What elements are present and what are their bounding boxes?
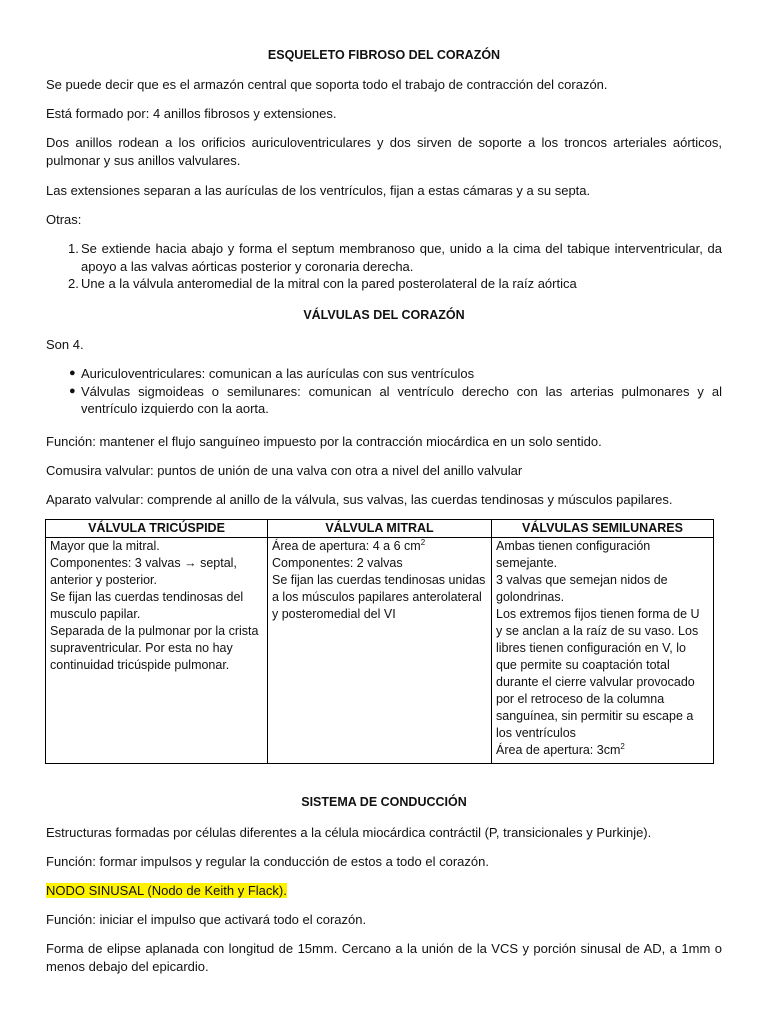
paragraph: Se puede decir que es el armazón central que soporta todo el trabajo de contracción del corazón.	[46, 77, 608, 92]
cell-line: Mayor que la mitral.	[50, 539, 160, 553]
bullet-icon: ●	[69, 384, 76, 397]
highlighted-heading	[46, 882, 722, 900]
paragraph: Comusira valvular: puntos de unión de una valva con otra a nivel del anillo valvular	[46, 463, 523, 478]
list-item-text: Válvulas sigmoideas o semilunares: comunican al ventrículo derecho con las arterias pulmonares y al ventrículo izquierdo con la aorta.	[81, 383, 722, 416]
cell-line	[496, 742, 709, 759]
highlight-text: NODO SINUSAL (Nodo de Keith y Flack).	[46, 883, 287, 898]
table-header-cell: VÁLVULA MITRAL	[268, 520, 492, 538]
list-number: 1.	[68, 241, 79, 256]
table-cell-semilunares	[492, 538, 714, 764]
list-number: 2.	[68, 276, 79, 291]
paragraph: Está formado por: 4 anillos fibrosos y extensiones.	[46, 106, 337, 121]
paragraph: Dos anillos rodean a los orificios auriculoventriculares y dos sirven de soporte a los troncos arteriales aórticos, pulmonar y sus anillos valvulares.	[46, 135, 722, 168]
table-row	[46, 538, 714, 764]
cell-line: Los extremos fijos tienen forma de U y se anclan a la raíz de su vaso. Los libres tienen configuración en V, lo que permite su coaptación total durante el cierre valvular provocado por el retroceso de la columna sanguínea, sin permitir su escape a los ventrículos	[496, 607, 700, 740]
paragraph: Las extensiones separan a las aurículas de los ventrículos, fijan a estas cámaras y a su septa.	[46, 183, 591, 198]
paragraph: Forma de elipse aplanada con longitud de 15mm. Cercano a la unión de la VCS y porción sinusal de AD, a 1mm o menos debajo del epicardio.	[46, 941, 722, 974]
cell-line	[272, 538, 487, 555]
list-item	[46, 275, 722, 293]
numbered-list	[46, 240, 722, 293]
list-item	[46, 365, 722, 383]
table-cell-tricuspide	[46, 538, 268, 764]
paragraph: Aparato valvular: comprende al anillo de la válvula, sus valvas, las cuerdas tendinosas y músculos papilares.	[46, 492, 673, 507]
cell-line: Ambas tienen configuración semejante.	[496, 539, 651, 570]
section-title-esqueleto: ESQUELETO FIBROSO DEL CORAZÓN	[267, 48, 501, 62]
superscript: 2	[420, 537, 426, 547]
paragraph: Función: mantener el flujo sanguíneo impuesto por la contracción miocárdica en un solo sentido.	[46, 434, 602, 449]
section-title-valvulas: VÁLVULAS DEL CORAZÓN	[303, 308, 465, 322]
area-text: Área de apertura: 4 a 6 cm	[272, 539, 421, 553]
cell-line: Se fijan las cuerdas tendinosas unidas a los músculos papilares anterolateral y posteromedial del VI	[272, 573, 486, 621]
paragraph-label: Otras:	[46, 212, 82, 227]
cell-line: Componentes: 3 valvas → septal, anterior y posterior.	[50, 556, 237, 587]
valve-table	[45, 519, 714, 764]
cell-line: Separada de la pulmonar por la crista supraventricular. Por esta no hay continuidad tricúspide pulmonar.	[50, 624, 259, 672]
cell-line: Se fijan las cuerdas tendinosas del musculo papilar.	[50, 590, 244, 621]
cell-line: Componentes: 2 valvas	[272, 556, 403, 570]
list-item-text: Une a la válvula anteromedial de la mitral con la pared posterolateral de la raíz aórtica	[81, 276, 577, 291]
superscript: 2	[620, 741, 625, 751]
list-item-text: Auriculoventriculares: comunican a las aurículas con sus ventrículos	[81, 366, 475, 381]
table-cell-mitral	[268, 538, 492, 764]
paragraph: Función: iniciar el impulso que activará todo el corazón.	[46, 912, 367, 927]
cell-line: 3 valvas que semejan nidos de golondrinas.	[496, 573, 668, 604]
list-item-text: Se extiende hacia abajo y forma el septum membranoso que, unido a la cima del tabique interventricular, da apoyo a las valvas aórticas posterior y coronaria derecha.	[81, 241, 722, 274]
list-item	[46, 240, 722, 275]
table-header-cell: VÁLVULA TRICÚSPIDE	[46, 520, 268, 538]
bullet-icon: ●	[69, 367, 76, 379]
paragraph: Son 4.	[46, 337, 84, 352]
table-header-cell: VÁLVULAS SEMILUNARES	[492, 520, 714, 538]
area-text: Área de apertura: 3cm	[496, 743, 621, 757]
bullet-list	[46, 365, 722, 418]
paragraph: Estructuras formadas por células diferentes a la célula miocárdica contráctil (P, transicionales y Purkinje).	[46, 825, 652, 840]
section-title-conduccion: SISTEMA DE CONDUCCIÓN	[301, 795, 467, 809]
table-header-row	[46, 520, 714, 538]
list-item	[46, 383, 722, 418]
paragraph: Función: formar impulsos y regular la conducción de estos a todo el corazón.	[46, 854, 489, 869]
